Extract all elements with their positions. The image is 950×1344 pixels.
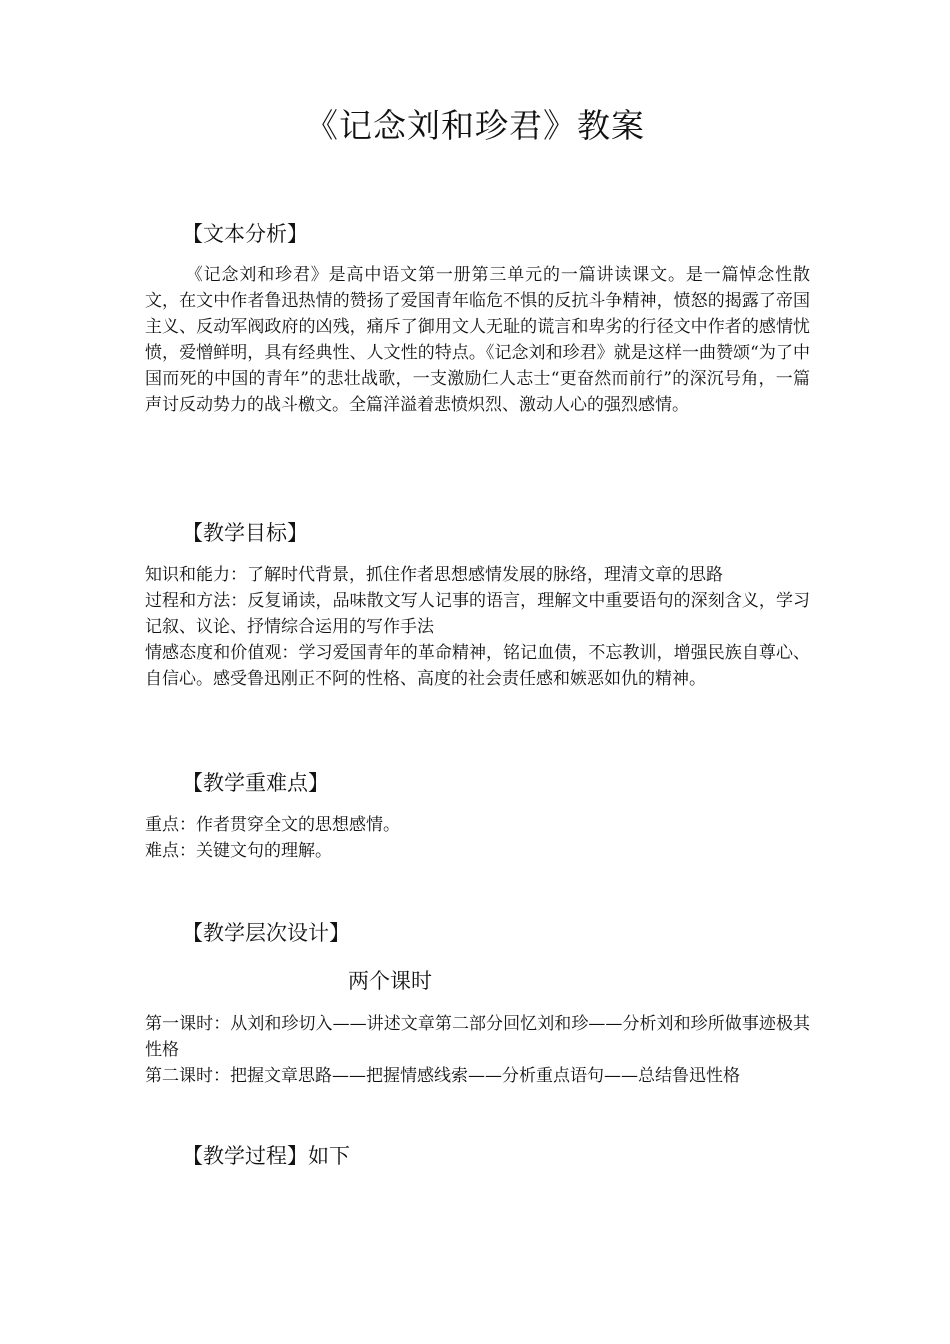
heading-teaching-goals: 【教学目标】 [182, 521, 308, 545]
design-block [145, 1011, 810, 1089]
goal-knowledge: 知识和能力：了解时代背景，抓住作者思想感情发展的脉络，理清文章的思路 [145, 565, 723, 585]
teaching-goals-block [145, 562, 810, 692]
text-analysis-paragraph: 《记念刘和珍君》是高中语文第一册第三单元的一篇讲读课文。是一篇悼念性散文，在文中作者鲁迅热情的赞扬了爱国青年临危不惧的反抗斗争精神，愤怒的揭露了帝国主义、反动军阀政府的凶残，痛斥了御用文人无耻的谎言和卑劣的行径文中作者的感情忧愤，爱憎鲜明，具有经典性、人文性的特点。《记念刘和珍君》就是这样一曲赞颂“为了中国而死的中国的青年”的悲壮战歌，一支激励仁人志士“更奋然而前行”的深沉号角，一篇声讨反动势力的战斗檄文。全篇洋溢着悲愤炽烈、激动人心的强烈感情。 [145, 265, 810, 415]
heading-design: 【教学层次设计】 [182, 921, 350, 945]
heading-text-analysis: 【文本分析】 [182, 222, 308, 246]
difficult-point: 难点：关键文句的理解。 [145, 841, 332, 861]
key-point: 重点：作者贯穿全文的思想感情。 [145, 815, 400, 835]
goal-emotion: 情感态度和价值观：学习爱国青年的革命精神，铭记血债，不忘教训，增强民族自尊心、自信心。感受鲁迅刚正不阿的性格、高度的社会责任感和嫉恶如仇的精神。 [145, 643, 810, 689]
goal-process: 过程和方法：反复诵读，品味散文写人记事的语言，理解文中重要语句的深刻含义，学习记叙、议论、抒情综合运用的写作手法 [145, 591, 810, 637]
design-subtitle: 两个课时 [348, 969, 432, 993]
heading-process: 【教学过程】如下 [182, 1144, 350, 1168]
lesson-one: 第一课时：从刘和珍切入——讲述文章第二部分回忆刘和珍——分析刘和珍所做事迹极其性格 [145, 1014, 810, 1060]
key-points-block [145, 812, 810, 864]
document-title: 《记念刘和珍君》教案 [305, 106, 645, 145]
heading-key-points: 【教学重难点】 [182, 771, 329, 795]
lesson-two: 第二课时：把握文章思路——把握情感线索——分析重点语句——总结鲁迅性格 [145, 1066, 740, 1086]
